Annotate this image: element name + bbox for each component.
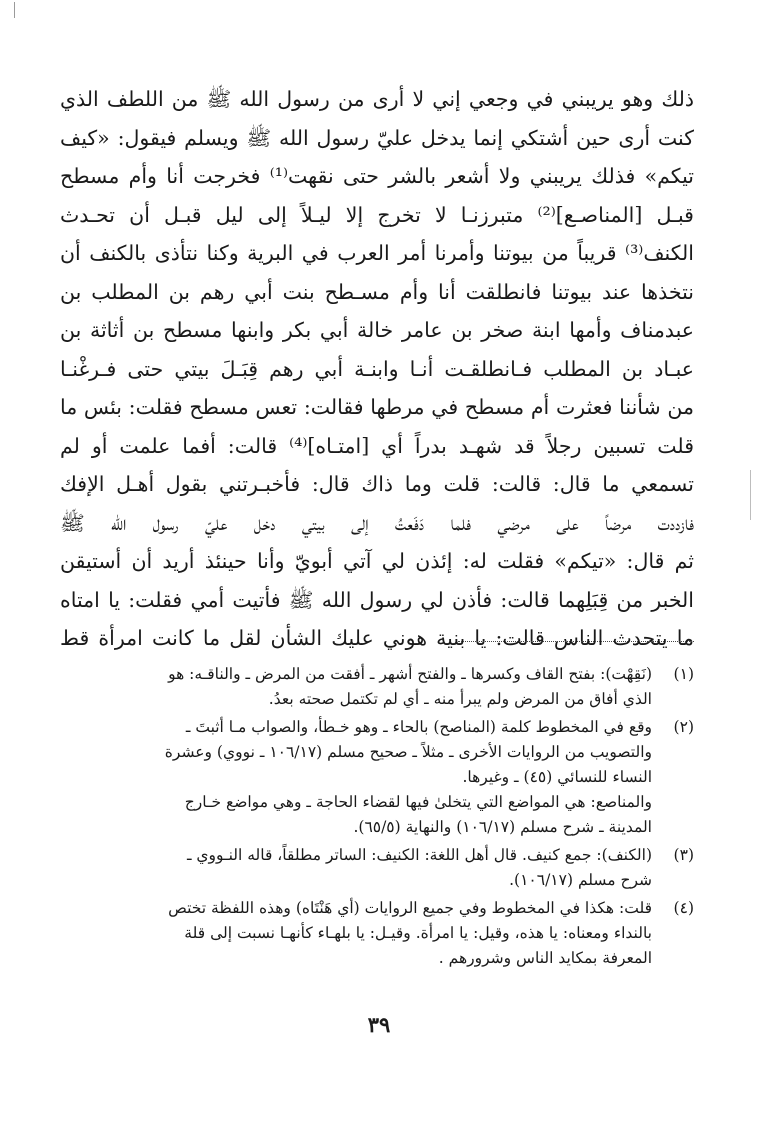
text-line: من شأننا فعثرت أم مسطح في مرطها فقالت: تعس مسطح فقلت: بئس ما xyxy=(60,395,694,419)
text-line: تسمعي ما قال: قالت: قلت وما ذاك قال: فأخبـرتني بقول أهـل الإفك xyxy=(60,472,694,496)
text-line: الكنف⁽³⁾ قريباً من بيوتنا وأمرنا أمر العرب في البرية وكنا نتأذى بالكنف أن xyxy=(60,241,694,265)
text-line: ذلك وهو يريبني في وجعي إني لا أرى من رسول الله ﷺ من اللطف الذي xyxy=(60,87,694,111)
footnote-line: (نَقِهْت): بفتح القاف وكسرها ـ والفتح أشهر ـ أفقت من المرض ـ والناقـه: هو xyxy=(168,665,652,683)
footnote-number: (٣) xyxy=(673,846,694,864)
footnote-line: شرح مسلم (١٠٦/١٧). xyxy=(509,871,652,889)
footnote-line: النساء للنسائي (٤٥) ـ وغيرها. xyxy=(462,768,652,786)
text-line: ثم قال: «تيكم» فقلت له: إئذن لي آتي أبويّ وأنا حينئذ أريد أن أستيقن xyxy=(60,549,694,573)
scan-margin-mark xyxy=(750,470,751,520)
text-line: ما يتحدث الناس قالت: يا بنية هوني عليك الشأن لقل ما كانت امرأة قط xyxy=(60,626,694,650)
footnote-line: المعرفة بمكايد الناس وشرورهم . xyxy=(438,949,652,967)
footnote-number: (١) xyxy=(673,665,694,683)
main-text xyxy=(60,80,694,658)
footnote-separator xyxy=(458,641,694,642)
text-line: كنت أرى حين أشتكي إنما يدخل عليّ رسول الله ﷺ ويسلم فيقول: «كيف xyxy=(60,125,694,150)
footnote-number: (٤) xyxy=(673,899,694,917)
footnotes xyxy=(60,662,694,974)
text-line: قبـل [المناصـع]⁽²⁾ متبرزنـا لا تخرج إلا ليـلاً إلى ليل قبـل أن تحـدث xyxy=(60,202,694,227)
text-line: عبـاد بن المطلب فـانطلقـت أنـا وابنـة أبي رهم قِبَـلَ بيتي حتى فـرغْنـا xyxy=(60,356,694,381)
text-line: عبدمناف وأمها ابنة صخر بن عامر خالة أبي بكر وابنها مسطح بن أثاثة بن xyxy=(60,318,694,342)
footnote xyxy=(60,896,694,971)
text-line: الخبر من قِبَلِهما قالت: فأذن لي رسول الله ﷺ فأتيت أمي فقلت: يا امتاه xyxy=(60,587,694,612)
footnote-line: بالنداء ومعناه: يا هذه، وقيل: يا امرأة. وقيـل: يا بلهـاء كأنهـا نسبت إلى قلة xyxy=(184,924,652,942)
text-line: فازددت مرضاً على مرضي فلما دَفَعتُ إلى بيتي دخل عليّ رسول الله ﷺ xyxy=(60,510,694,535)
page-number: ٣٩ xyxy=(367,1012,391,1037)
scan-edge-mark xyxy=(14,2,15,18)
text-line: نتخذها عند بيوتنا فانطلقت أنا وأم مسـطح بنت أبي رهم بن المطلب بن xyxy=(60,279,694,304)
text-line: قلت تسبين رجلاً قد شهـد بدراً أي [امتـاه]⁽⁴⁾ قالت: أفما علمت أو لم xyxy=(60,433,694,458)
footnote-line: والمناصع: هي المواضع التي يتخلىٰ فيها لقضاء الحاجة ـ وهي مواضع خـارج xyxy=(184,793,652,811)
footnote-line: والتصويب من الروايات الأخرى ـ مثلاً ـ صحيح مسلم (١٠٦/١٧ ـ نووي) وعشرة xyxy=(164,743,652,761)
footnote-line: (الكنف): جمع كنيف. قال أهل اللغة: الكنيف: الساتر مطلقاً، قاله النـووي ـ xyxy=(186,846,652,864)
footnote-line: وقع في المخطوط كلمة (المناصح) بالحاء ـ وهو خـطأ، والصواب مـا أثبتَ ـ xyxy=(185,718,652,736)
footnote-number: (٢) xyxy=(673,718,694,736)
footnote-line: المدينة ـ شرح مسلم (١٠٦/١٧) والنهاية (٦٥/٥). xyxy=(353,818,652,836)
footnote-line: الذي أفاق من المرض ولم يبرأ منه ـ أي لم تكتمل صحته بعدُ. xyxy=(268,690,652,708)
text-line: تيكم» فذلك يريبني ولا أشعر بالشر حتى نقهت⁽¹⁾ فخرجت أنا وأم مسطح xyxy=(60,164,694,188)
footnote xyxy=(60,843,694,893)
footnote xyxy=(60,662,694,712)
footnote xyxy=(60,715,694,840)
footnote-line: قلت: هكذا في المخطوط وفي جميع الروايات (أي هَنْتَاه) وهذه اللفظة تختص xyxy=(168,899,652,917)
